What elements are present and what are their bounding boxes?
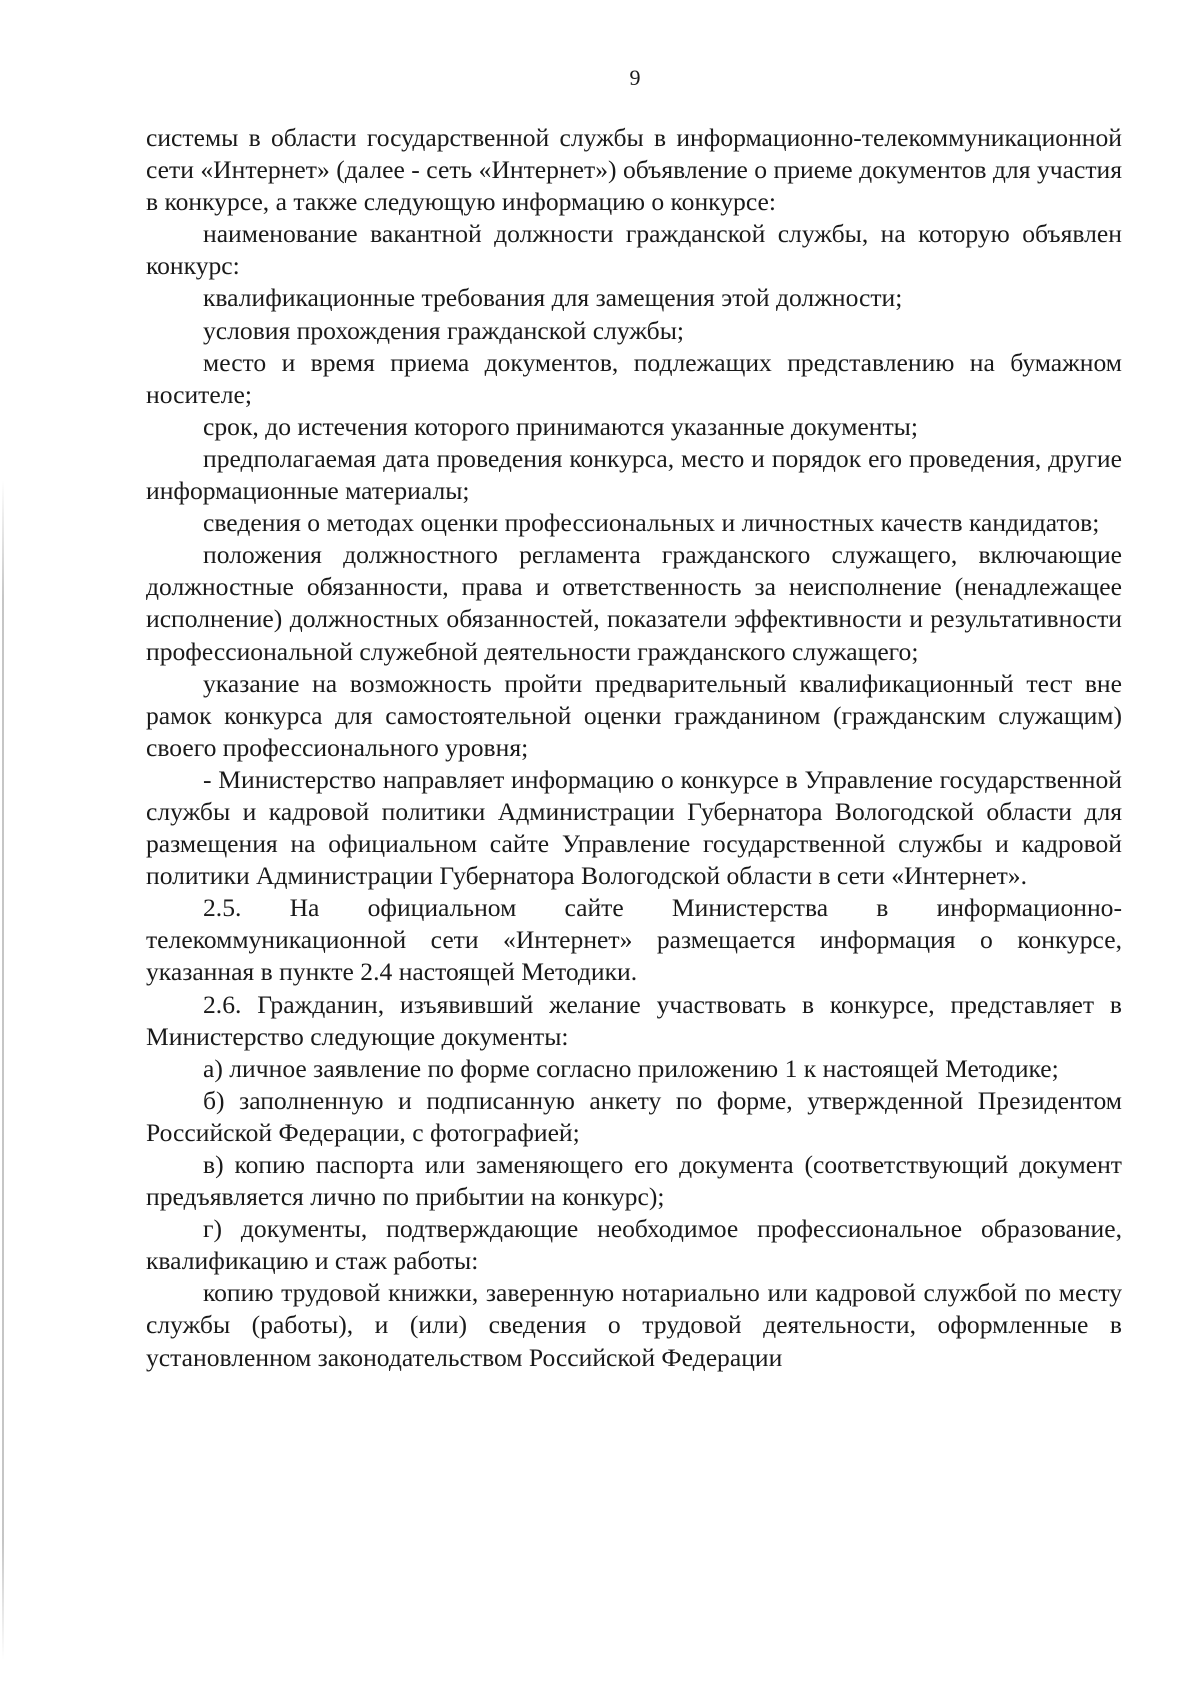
paragraph-continuation: системы в области государственной службы в информационно-телекоммуникационной сети «Интернет» (далее - сеть «Интернет») объявление о приеме документов для участия в конкурсе, а также следующую информацию о конкурсе: — [146, 123, 1122, 217]
paragraph-deadline: срок, до истечения которого принимаются указанные документы; — [203, 411, 918, 441]
page-number: 9 — [629, 65, 641, 90]
paragraph-job-regulations: положения должностного регламента гражданского служащего, включающие должностные обязанности, права и ответственность за неисполнение (ненадлежащее исполнение) должностных обязанностей, показатели эффективности и результативности профессиональной служебной деятельности гражданского служащего; — [146, 540, 1122, 666]
paragraph-assessment-methods: сведения о методах оценки профессиональных и личностных качеств кандидатов; — [203, 508, 1100, 538]
paragraph-ministry-notification: - Министерство направляет информацию о конкурсе в Управление государственной службы и кадровой политики Администрации Губернатора Вологодской области для размещения на официальном сайте Управление государственной службы и кадровой политики Администрации Губернатора Вологодской области в сети «Интернет». — [146, 764, 1122, 891]
paragraph-competition-date: предполагаемая дата проведения конкурса, место и порядок его проведения, другие информационные материалы; — [146, 443, 1122, 506]
paragraph-item-v: в) копию паспорта или заменяющего его документа (соответствующий документ предъявляется лично по прибытии на конкурс); — [146, 1150, 1122, 1212]
paragraph-qualification-test: указание на возможность пройти предварительный квалификационный тест вне рамок конкурса для самостоятельной оценки гражданином (гражданским служащим) своего профессионального уровня; — [146, 668, 1122, 762]
paragraph-item-a: а) личное заявление по форме согласно приложению 1 к настоящей Методике; — [203, 1053, 1059, 1083]
scan-edge-shadow — [2, 480, 4, 1660]
paragraph-section-2-6: 2.6. Гражданин, изъявивший желание участвовать в конкурсе, представляет в Министерство следующие документы: — [146, 989, 1122, 1051]
paragraph-section-2-5: 2.5. На официальном сайте Министерства в информационно-телекоммуникационной сети «Интернет» размещается информация о конкурсе, указанная в пункте 2.4 настоящей Методики. — [146, 893, 1122, 987]
paragraph-vacancy-name: наименование вакантной должности гражданской службы, на которую объявлен конкурс: — [146, 219, 1122, 281]
document-body — [146, 122, 1122, 1374]
paragraph-item-b: б) заполненную и подписанную анкету по форме, утвержденной Президентом Российской Федерации, с фотографией; — [146, 1085, 1122, 1147]
paragraph-work-record-copy: копию трудовой книжки, заверенную нотариально или кадровой службой по месту службы (работы), и (или) сведения о трудовой деятельности, оформленные в установленном законодательством Российской Федерации — [146, 1278, 1122, 1372]
paragraph-item-g: г) документы, подтверждающие необходимое профессиональное образование, квалификацию и стаж работы: — [146, 1214, 1122, 1276]
paragraph-qualification-requirements: квалификационные требования для замещения этой должности; — [203, 283, 903, 313]
paragraph-service-conditions: условия прохождения гражданской службы; — [203, 315, 685, 345]
paragraph-document-reception: место и время приема документов, подлежащих представлению на бумажном носителе; — [146, 347, 1122, 409]
